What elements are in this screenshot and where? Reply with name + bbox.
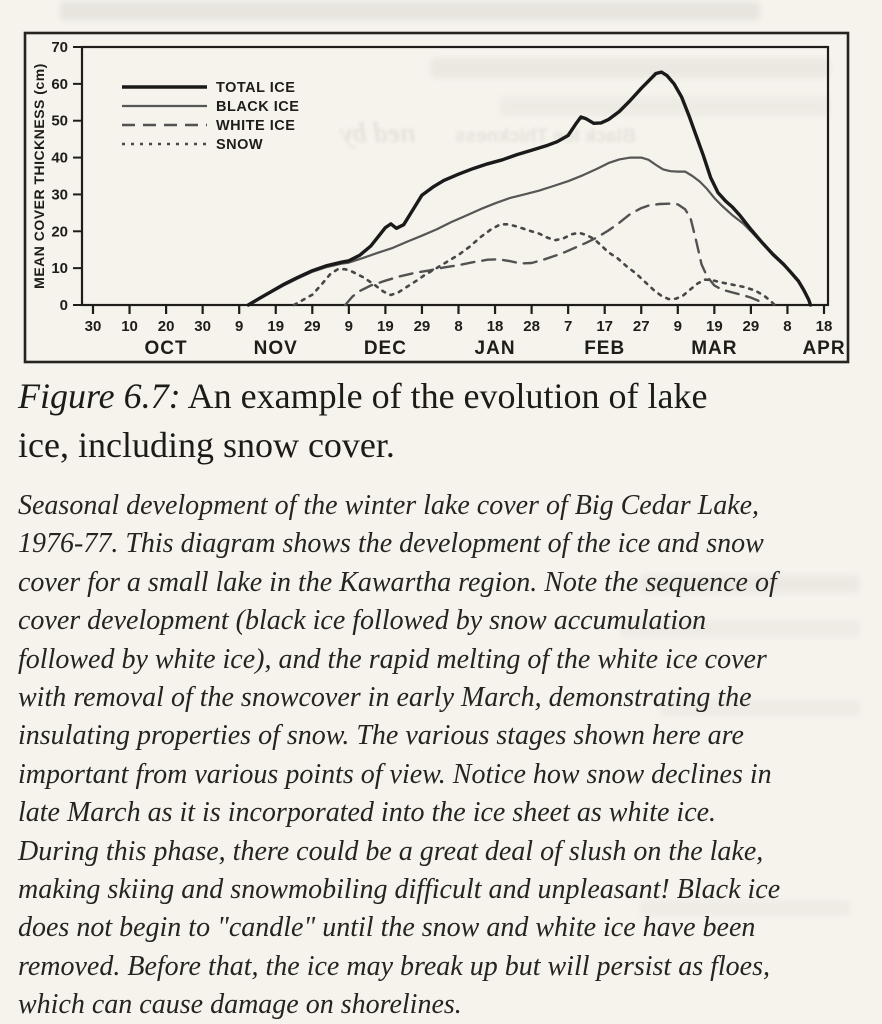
legend-label: SNOW — [216, 137, 264, 153]
body-line: making skiing and snowmobiling difficult and unpleasant! Black ice — [18, 873, 781, 905]
x-tick-label: 30 — [84, 318, 102, 335]
body-line: which can cause damage on shorelines. — [18, 989, 462, 1021]
x-tick-label: 19 — [377, 318, 394, 335]
body-line: 1976-77. This diagram shows the development of the ice and snow — [18, 528, 764, 560]
x-tick-label: 29 — [742, 318, 760, 335]
x-tick-label: 29 — [303, 318, 321, 335]
body-line: late March as it is incorporated into the ice sheet as white ice. — [18, 797, 717, 829]
figure-number-label: Figure 6.7: — [18, 376, 181, 416]
body-line: insulating properties of snow. The various stages shown here are — [18, 720, 744, 752]
x-tick-label: 29 — [413, 318, 431, 335]
month-label: MAR — [691, 338, 738, 359]
month-label: JAN — [474, 338, 516, 359]
body-line: During this phase, there could be a great deal of slush on the lake, — [18, 835, 764, 867]
month-label: DEC — [363, 338, 407, 359]
y-tick-label: 40 — [51, 149, 68, 167]
x-tick-label: 9 — [344, 318, 354, 335]
ghost-text-fragment: ned by — [340, 118, 416, 149]
figure-caption — [18, 372, 858, 470]
y-tick-label: 20 — [51, 223, 68, 241]
x-tick-label: 30 — [194, 318, 211, 335]
legend-label: TOTAL ICE — [216, 80, 296, 96]
month-label: OCT — [144, 338, 188, 359]
y-tick-label: 10 — [51, 260, 68, 278]
legend-label: WHITE ICE — [216, 118, 296, 134]
month-label: APR — [802, 338, 846, 359]
x-tick-label: 19 — [267, 318, 285, 335]
y-tick-label: 50 — [51, 112, 68, 130]
figure-description — [18, 487, 870, 1024]
ghost-text-fragment: Black Ice Thickness — [455, 126, 636, 147]
x-tick-label: 18 — [815, 318, 833, 335]
y-tick-label: 60 — [51, 75, 68, 93]
x-tick-label: 7 — [563, 318, 573, 335]
y-tick-label: 0 — [59, 297, 68, 314]
x-tick-label: 20 — [157, 318, 175, 335]
x-tick-label: 19 — [706, 318, 723, 335]
x-tick-label: 17 — [596, 318, 614, 335]
x-tick-label: 8 — [454, 318, 463, 335]
body-line: followed by white ice), and the rapid melting of the white ice cover — [18, 643, 767, 675]
y-tick-label: 70 — [51, 39, 68, 56]
month-label: FEB — [584, 338, 626, 359]
body-line: cover for a small lake in the Kawartha region. Note the sequence of — [18, 566, 777, 598]
y-tick-label: 30 — [51, 186, 68, 204]
body-line: Seasonal development of the winter lake cover of Big Cedar Lake, — [18, 490, 760, 521]
month-label: NOV — [253, 338, 298, 359]
x-tick-label: 28 — [523, 318, 540, 335]
x-tick-label: 10 — [121, 318, 138, 335]
y-axis-title: MEAN COVER THICKNESS (cm) — [31, 63, 47, 289]
body-line: removed. Before that, the ice may break up but will persist as floes, — [18, 950, 770, 982]
caption-line-2: ice, including snow cover. — [18, 425, 395, 465]
series-total-ice — [248, 72, 810, 305]
body-line: does not begin to "candle" until the snow and white ice have been — [18, 912, 756, 944]
body-line: cover development (black ice followed by snow accumulation — [18, 605, 707, 637]
caption-title-text: An example of the evolution of lake — [180, 376, 708, 416]
x-tick-label: 9 — [235, 318, 244, 335]
x-tick-label: 8 — [783, 318, 792, 335]
caption-line-1 — [18, 372, 858, 421]
legend-label: BLACK ICE — [216, 99, 300, 115]
body-line: with removal of the snowcover in early March, demonstrating the — [18, 681, 752, 713]
x-tick-label: 9 — [673, 318, 682, 335]
body-line: important from various points of view. Notice how snow declines in — [18, 758, 772, 790]
x-tick-label: 27 — [632, 318, 650, 335]
x-tick-label: 18 — [486, 318, 504, 335]
lake-ice-chart — [0, 0, 882, 372]
